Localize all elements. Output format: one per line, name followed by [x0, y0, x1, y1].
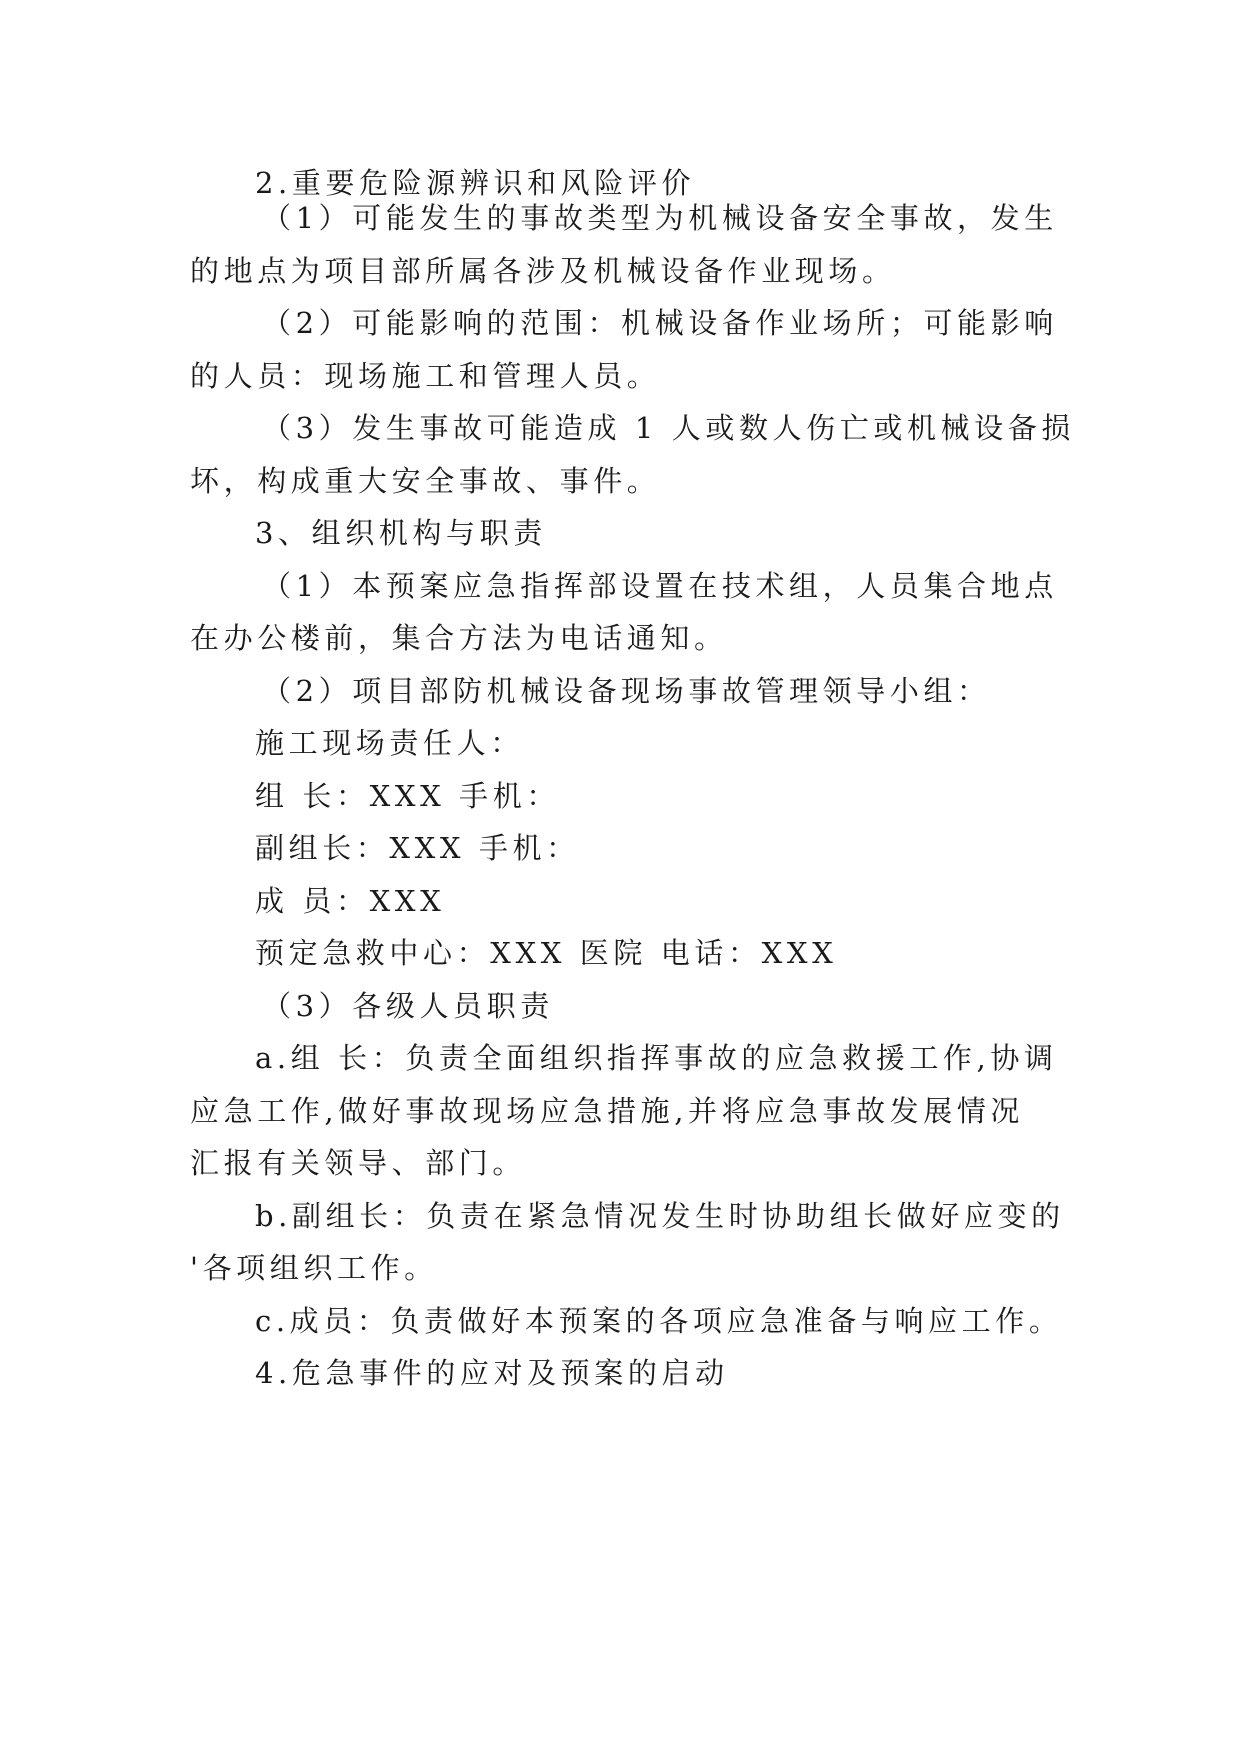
members-line: 成 员：XXX [255, 884, 446, 918]
paragraph-line: 汇报有关领导、部门。 [190, 1146, 527, 1180]
section-heading-hazard-identification: 2.重要危险源辨识和风险评价 [255, 166, 696, 200]
deputy-leader-line: 副组长：XXX 手机： [255, 831, 580, 865]
section-heading-organization: 3、组织机构与职责 [255, 516, 547, 550]
section-heading-emergency-response: 4.危急事件的应对及预案的启动 [255, 1356, 729, 1390]
paragraph-line: （1）可能发生的事故类型为机械设备安全事故，发生 [262, 201, 1058, 235]
site-responsible-label: 施工现场责任人： [255, 726, 524, 760]
paragraph-line: （1）本预案应急指挥部设置在技术组，人员集合地点 [262, 569, 1058, 603]
paragraph-line: （2）可能影响的范围：机械设备作业场所；可能影响 [262, 306, 1058, 340]
paragraph-line: （2）项目部防机械设备现场事故管理领导小组： [262, 674, 991, 708]
paragraph-line: （3）发生事故可能造成 1 人或数人伤亡或机械设备损 [262, 411, 1075, 445]
paragraph-line: 坏，构成重大安全事故、事件。 [190, 464, 661, 498]
paragraph-line: 的地点为项目部所属各涉及机械设备作业现场。 [190, 254, 896, 288]
paragraph-line: a.组 长：负责全面组织指挥事故的应急救援工作,协调 [255, 1041, 1058, 1075]
team-leader-line: 组 长：XXX 手机： [255, 779, 560, 813]
paragraph-line: 的人员：现场施工和管理人员。 [190, 359, 661, 393]
paragraph-line: （3）各级人员职责 [262, 989, 554, 1023]
paragraph-line: c.成员：负责做好本预案的各项应急准备与响应工作。 [255, 1304, 1063, 1338]
paragraph-line: 应急工作,做好事故现场应急措施,并将应急事故发展情况 [190, 1094, 1025, 1128]
paragraph-line: '各项组织工作。 [190, 1251, 438, 1285]
paragraph-line: b.副组长：负责在紧急情况发生时协助组长做好应变的 [255, 1199, 1065, 1233]
emergency-center-line: 预定急救中心：XXX 医院 电话：XXX [255, 936, 838, 970]
paragraph-line: 在办公楼前，集合方法为电话通知。 [190, 621, 728, 655]
